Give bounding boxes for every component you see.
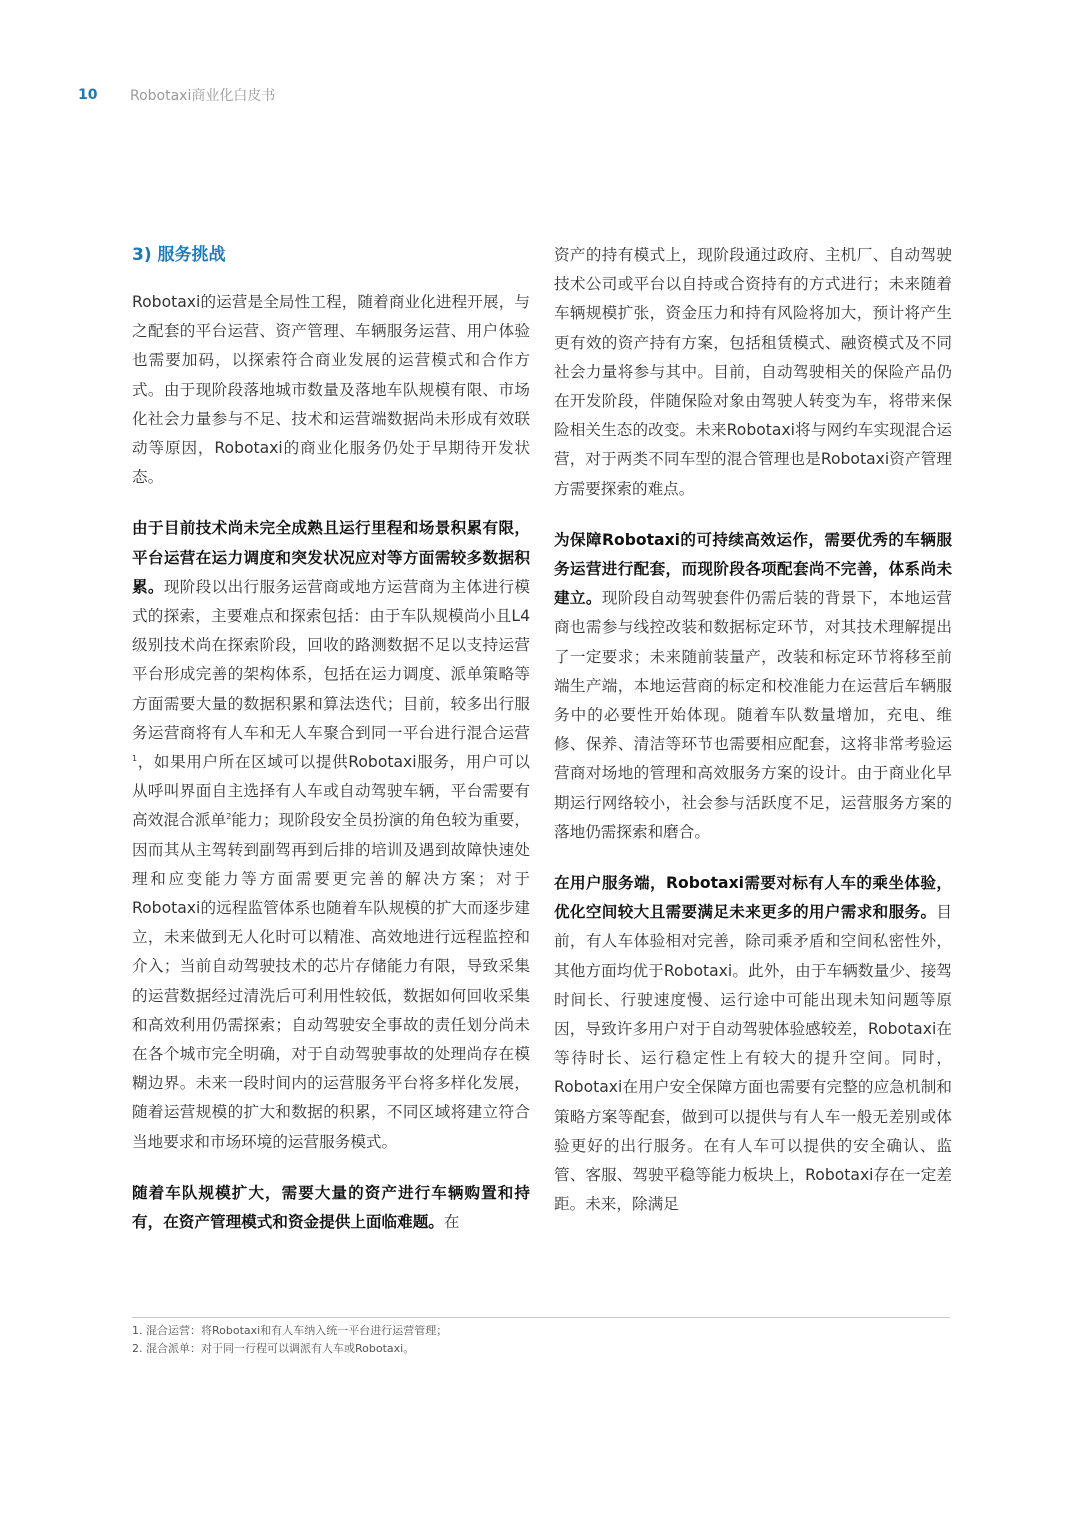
paragraph-body: 目前，有人车体验相对完善，除司乘矛盾和空间私密性外，其他方面均优于Robotaxi。此外，由于车辆数量少、接驾时间长、行驶速度慢、运行途中可能出现未知问题等原因，导致许多用户对于自动驾驶体验感较差，Robotaxi在等待时长、运行稳定性上有较大的提升空间。同时，Robotaxi在用户安全保障方面也需要有完整的应急机制和策略方案等配套，做到可以提供与有人车一般无差别或体验更好的出行服务。在有人车可以提供的安全确认、监管、客服、驾驶平稳等能力板块上，Robotaxi存在一定差距。未来，除满足 bbox=[554, 903, 952, 1214]
footnotes bbox=[132, 1322, 950, 1358]
paragraph-lead: 为保障Robotaxi的可持续高效运作，需要优秀的车辆服务运营进行配套，而现阶段各项配套尚不完善，体系尚未建立。 bbox=[554, 530, 952, 608]
paragraph-body: 现阶段自动驾驶套件仍需后装的背景下，本地运营商也需参与线控改装和数据标定环节，对其技术理解提出了一定要求；未来随前装量产，改装和标定环节将移至前端生产端，本地运营商的标定和校准能力在运营后车辆服务中的必要性开始体现。随着车队数量增加，充电、维修、保养、清洁等环节也需要相应配套，这将非常考验运营商对场地的管理和高效服务方案的设计。由于商业化早期运行网络较小，社会参与活跃度不足，运营服务方案的落地仍需探索和磨合。 bbox=[554, 589, 952, 841]
section-heading: 3) 服务挑战 bbox=[132, 245, 226, 265]
paragraph-intro: Robotaxi的运营是全局性工程，随着商业化进程开展，与之配套的平台运营、资产管理、车辆服务运营、用户体验也需要加码，以探索符合商业发展的运营模式和合作方式。由于现阶段落地城市数量及落地车队规模有限、市场化社会力量参与不足、技术和运营端数据尚未形成有效联动等原因，Robotaxi的商业化服务仍处于早期待开发状态。 bbox=[132, 293, 530, 487]
page-number: 10 bbox=[78, 87, 98, 103]
paragraph-asset-continued: 资产的持有模式上，现阶段通过政府、主机厂、自动驾驶技术公司或平台以自持或合资持有的方式进行；未来随着车辆规模扩张，资金压力和持有风险将加大，预计将产生更有效的资产持有方案，包括租赁模式、融资模式及不同社会力量将参与其中。目前，自动驾驶相关的保险产品仍在开发阶段，伴随保险对象由驾驶人转变为车，将带来保险相关生态的改变。未来Robotaxi将与网约车实现混合运营，对于两类不同车型的混合管理也是Robotaxi资产管理方需要探索的难点。 bbox=[554, 246, 952, 498]
paragraph-user-service bbox=[554, 869, 952, 1219]
paragraph-body: ，如果用户所在区域可以提供Robotaxi服务，用户可以从呼叫界面自主选择有人车或自动驾驶车辆，平台需要有高效混合派单 bbox=[132, 753, 530, 830]
paragraph-lead: 由于目前技术尚未完全成熟且运行里程和场景积累有限，平台运营在运力调度和突发状况应对等方面需较多数据积累。 bbox=[132, 519, 530, 596]
paragraph-body: 现阶段以出行服务运营商或地方运营商为主体进行模式的探索，主要难点和探索包括：由于车队规模尚小且L4级别技术尚在探索阶段，回收的路测数据不足以支持运营平台形成完善的架构体系，包括在运力调度、派单策略等方面需要大量的数据积累和算法迭代；目前，较多出行服务运营商将有人车和无人车聚合到同一平台进行混合运营 bbox=[132, 577, 530, 742]
paragraph-asset-management bbox=[132, 1179, 530, 1237]
paragraph-body: 能力；现阶段安全员扮演的角色较为重要，因而其从主驾转到副驾再到后排的培训及遇到故障快速处理和应变能力等方面需要更完善的解决方案；对于Robotaxi的远程监管体系也随着车队规模的扩大而逐步建立，未来做到无人化时可以精准、高效地进行远程监控和介入；当前自动驾驶技术的芯片存储能力有限，导致采集的运营数据经过清洗后可利用性较低，数据如何回收采集和高效利用仍需探索；自动驾驶安全事故的责任划分尚未在各个城市完全明确，对于自动驾驶事故的处理尚存在模糊边界。未来一段时间内的运营服务平台将多样化发展，随着运营规模的扩大和数据的积累，不同区域将建立符合当地要求和市场环境的运营服务模式。 bbox=[132, 811, 530, 1151]
footnote-divider bbox=[132, 1317, 950, 1318]
left-column bbox=[132, 240, 530, 1259]
paragraph-lead: 在用户服务端，Robotaxi需要对标有人车的乘坐体验，优化空间较大且需要满足未来更多的用户需求和服务。 bbox=[554, 874, 952, 922]
page-header bbox=[78, 84, 275, 106]
paragraph-lead: 随着车队规模扩大，需要大量的资产进行车辆购置和持有，在资产管理模式和资金提供上面临难题。 bbox=[132, 1183, 530, 1232]
footnote-ref-2: 2 bbox=[226, 812, 232, 822]
paragraph-vehicle-service bbox=[554, 526, 952, 847]
right-column bbox=[554, 241, 952, 1242]
footnote-ref-1: 1 bbox=[132, 753, 138, 763]
document-title: Robotaxi商业化白皮书 bbox=[130, 88, 276, 104]
footnote-2: 2. 混合派单：对于同一行程可以调派有人车或Robotaxi。 bbox=[132, 1342, 415, 1355]
footnote-1: 1. 混合运营：将Robotaxi和有人车纳入统一平台进行运营管理； bbox=[132, 1324, 448, 1337]
paragraph-platform-operations bbox=[132, 514, 530, 1156]
paragraph-body: 在 bbox=[443, 1213, 460, 1232]
